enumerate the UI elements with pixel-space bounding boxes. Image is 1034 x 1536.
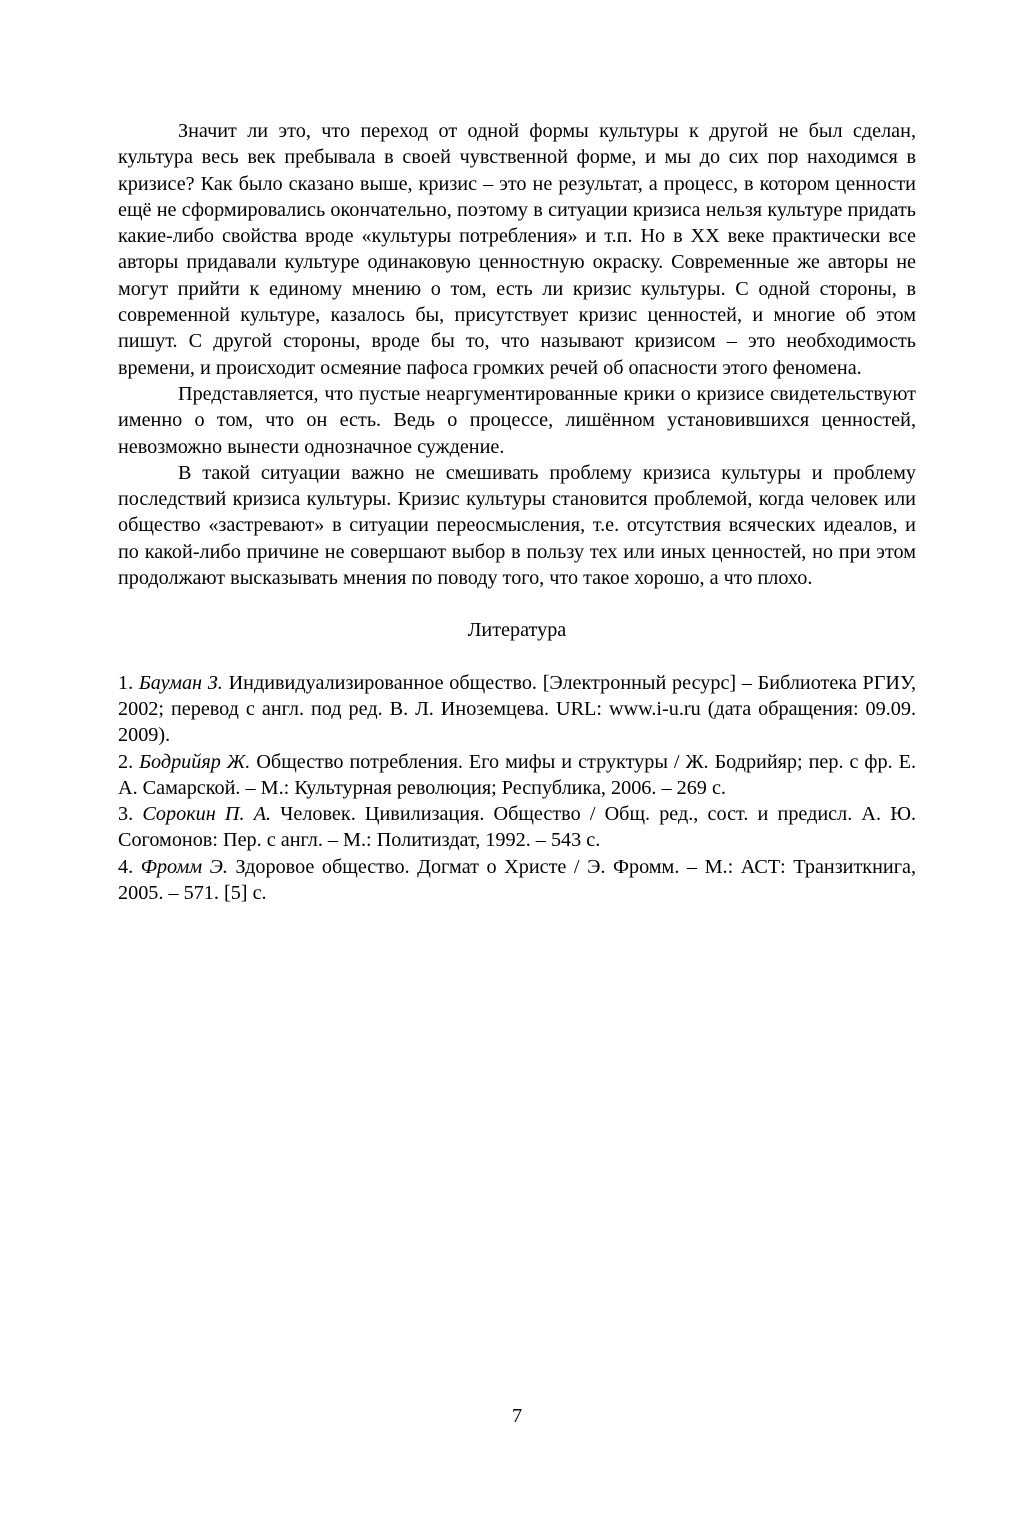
reference-text: Общество потребления. Его мифы и структуры / Ж. Бодрийяр; пер. с фр. Е. А. Самарской. – М.: Культурная революция; Республика, 2006. – 269 с. xyxy=(118,750,917,799)
references-list xyxy=(118,670,916,907)
body-paragraph-3: В такой ситуации важно не смешивать проблему кризиса культуры и проблему последствий кризиса культуры. Кризис культуры становится проблемой, когда человек или общество «застревают» в ситуации переосмысления, т.е. отсутствия всяческих идеалов, и по какой-либо причине не совершают выбор в пользу тех или иных ценностей, но при этом продолжают высказывать мнения по поводу того, что такое хорошо, а что плохо. xyxy=(118,461,916,590)
body-paragraph-2: Представляется, что пустые неаргументированные крики о кризисе свидетельствуют именно о том, что он есть. Ведь о процессе, лишённом установившихся ценностей, невозможно вынести однозначное суждение. xyxy=(118,382,916,458)
references-heading: Литература xyxy=(467,619,567,642)
reference-number: 2. xyxy=(118,750,134,773)
reference-number: 1. xyxy=(118,671,134,694)
reference-number: 3. xyxy=(118,803,134,826)
reference-item-4 xyxy=(118,854,916,907)
reference-text: Человек. Цивилизация. Общество / Общ. ред., сост. и предисл. А. Ю. Согомонов: Пер. с англ. – М.: Политиздат, 1992. – 543 с. xyxy=(118,803,917,852)
reference-author: Бауман З. xyxy=(138,671,223,694)
reference-item-2 xyxy=(118,749,916,802)
reference-item-3 xyxy=(118,801,916,854)
reference-text: Индивидуализированное общество. [Электронный ресурс] – Библиотека РГИУ, 2002; перевод с англ. под ред. В. Л. Иноземцева. URL: www.i-u.ru (дата обращения: 09.09. 2009). xyxy=(118,671,917,747)
page-number: 7 xyxy=(511,1405,523,1427)
reference-text: Здоровое общество. Догмат о Христе / Э. Фромм. – М.: АСТ: Транзиткнига, 2005. – 571. [5] с. xyxy=(118,855,917,905)
reference-author: Бодрийяр Ж. xyxy=(139,750,251,773)
body-paragraph-1: Значит ли это, что переход от одной формы культуры к другой не был сделан, культура весь век пребывала в своей чувственной форме, и мы до сих пор находимся в кризисе? Как было сказано выше, кризис – это не результат, а процесс, в котором ценности ещё не сформировались окончательно, поэтому в ситуации кризиса нельзя культуре придать какие-либо свойства вроде «культуры потребления» и т.п. Но в XX веке практически все авторы придавали культуре одинаковую ценностную окраску. Современные же авторы не могут прийти к единому мнению о том, есть ли кризис культуры. С одной стороны, в современной культуре, казалось бы, присутствует кризис ценностей, и многие об этом пишут. С другой стороны, вроде бы то, что называют кризисом – это необходимость времени, и происходит осмеяние пафоса громких речей об опасности этого феномена. xyxy=(118,120,916,379)
reference-item-1 xyxy=(118,670,916,749)
reference-number: 4. xyxy=(118,855,134,878)
reference-author: Фромм Э. xyxy=(140,855,228,878)
text-column xyxy=(118,118,916,906)
reference-author: Сорокин П. А. xyxy=(142,803,272,826)
